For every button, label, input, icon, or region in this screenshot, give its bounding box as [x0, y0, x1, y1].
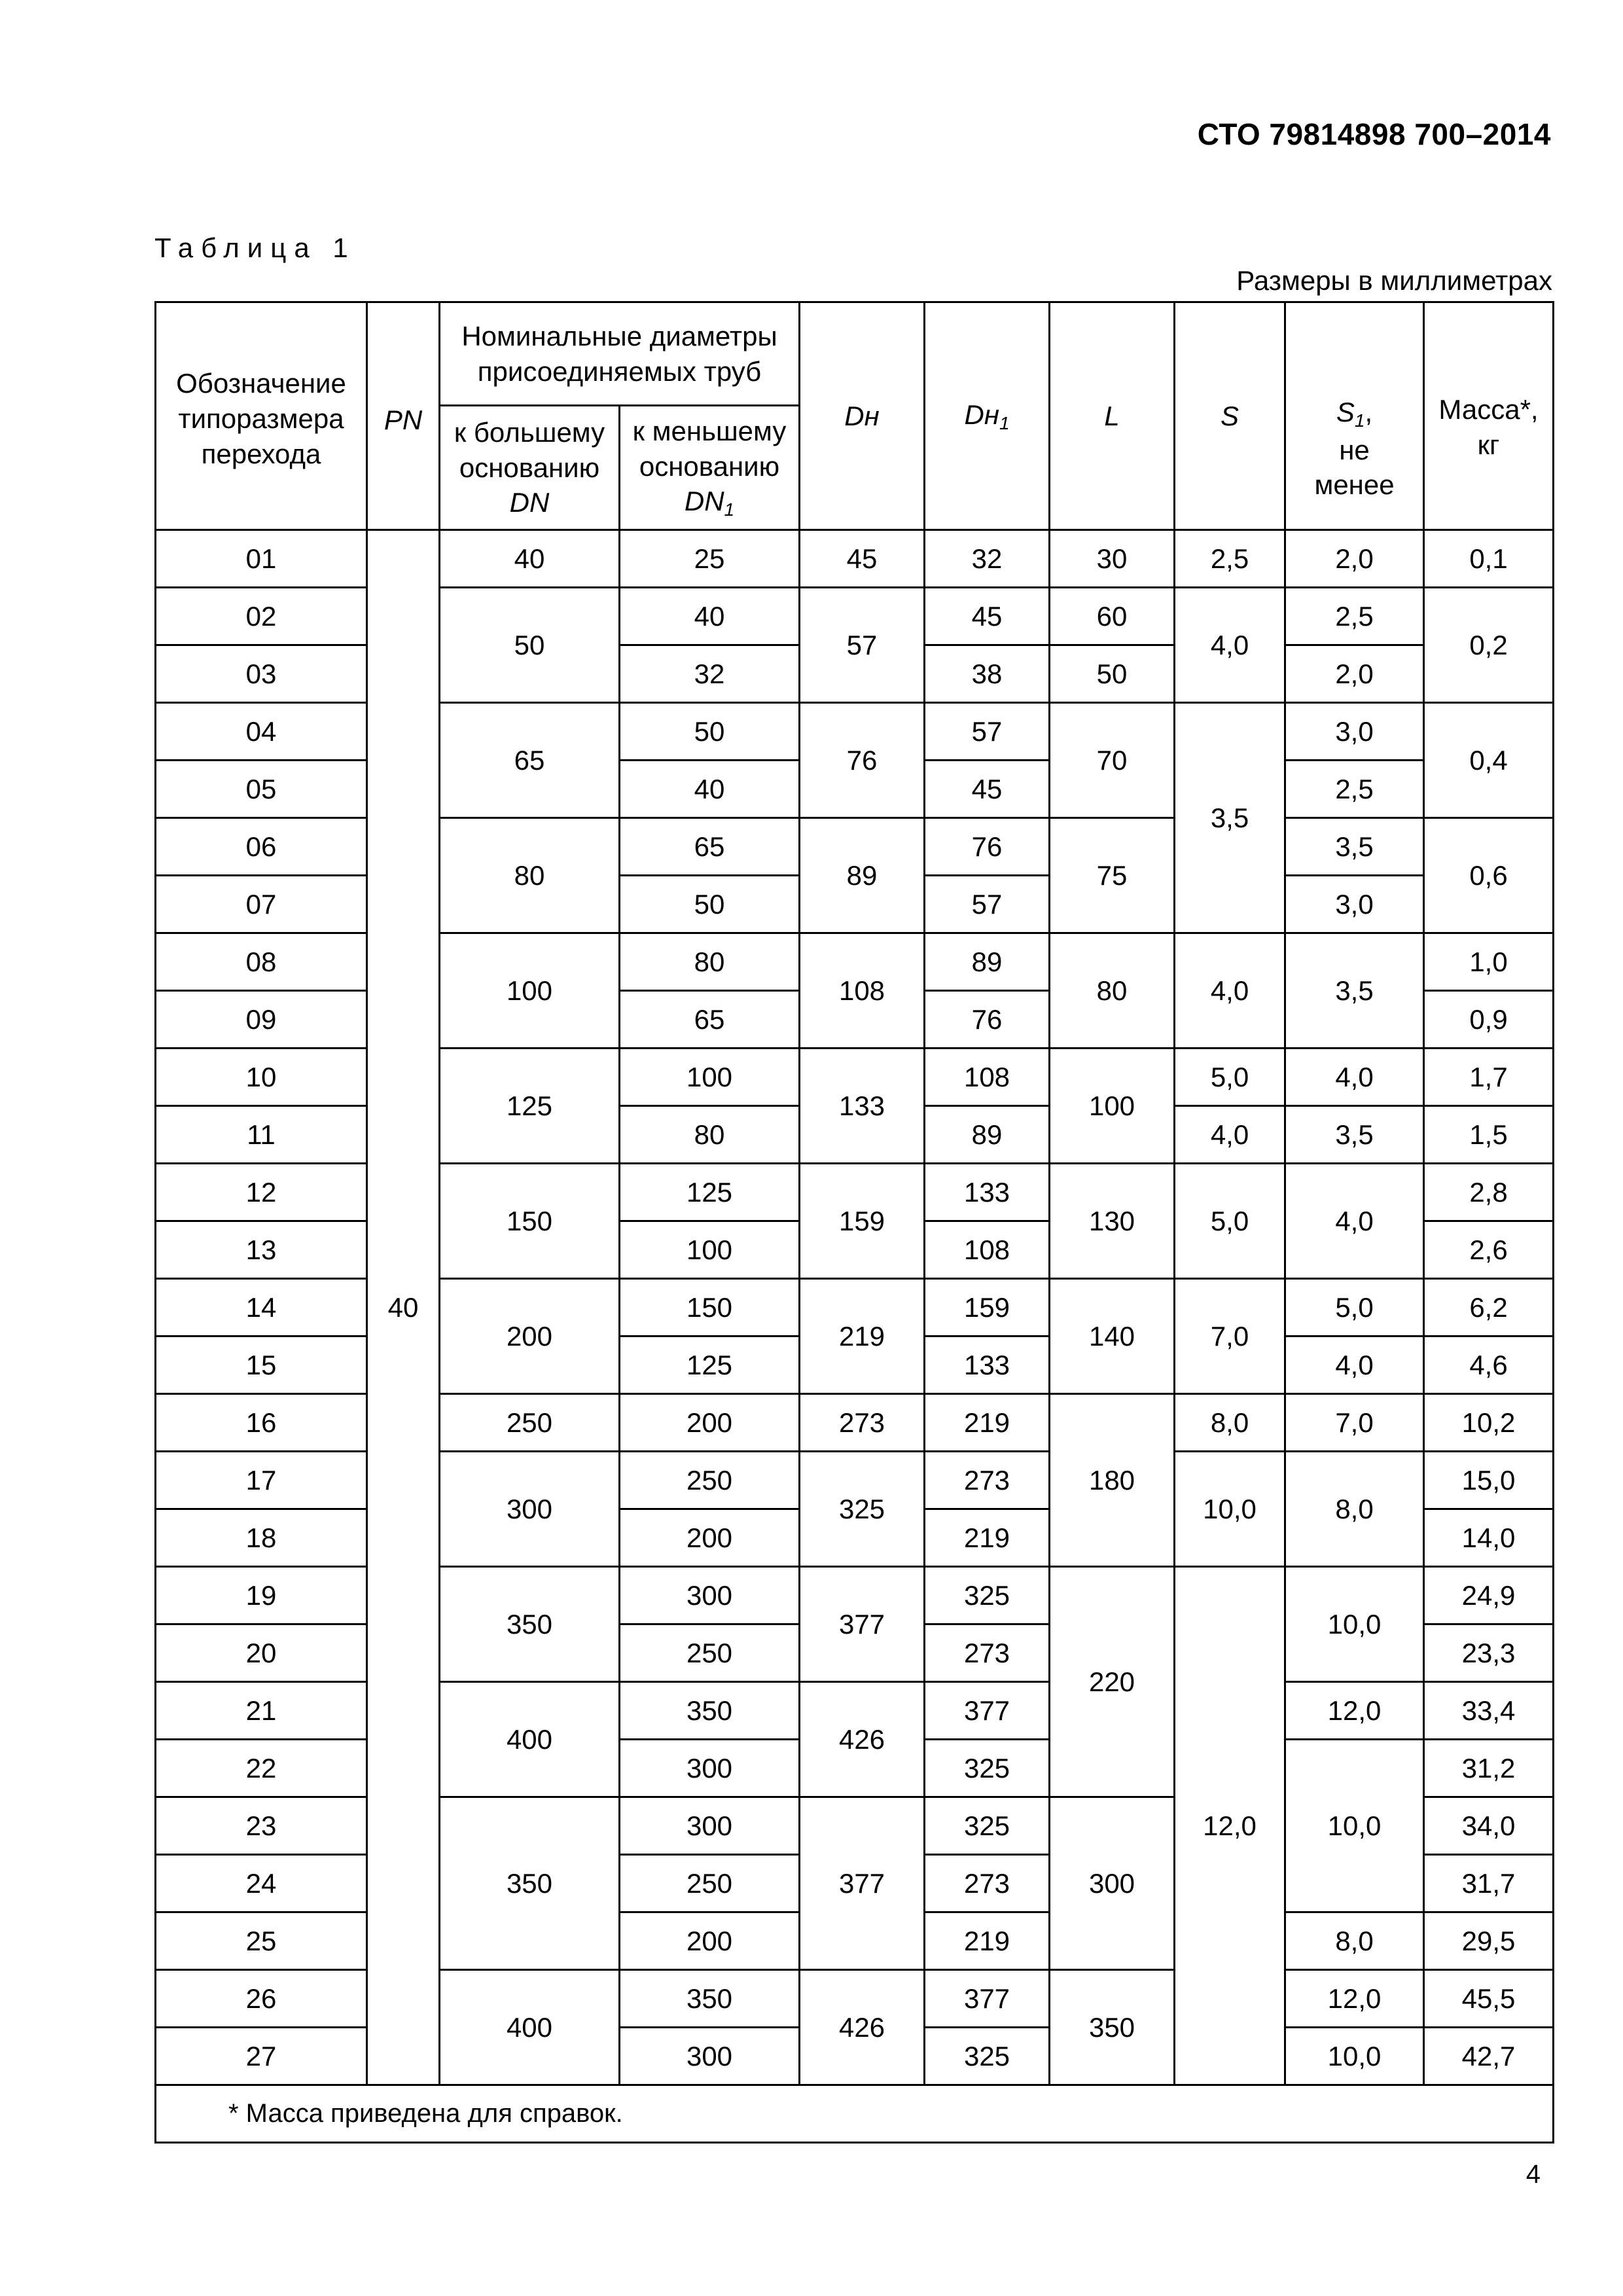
cell-mass: 45,5 [1424, 1970, 1554, 2028]
cell-dh: 159 [800, 1164, 925, 1279]
cell-dn-small: 300 [620, 1567, 800, 1624]
cell-dh1: 325 [925, 1797, 1050, 1855]
cell-dh1: 76 [925, 991, 1050, 1049]
cell-mass: 31,7 [1424, 1855, 1554, 1912]
cell-dh: 426 [800, 1682, 925, 1797]
table-row [156, 1567, 1554, 1624]
cell-dh: 325 [800, 1452, 925, 1567]
cell-s1: 3,5 [1285, 933, 1424, 1049]
header-mass [1424, 302, 1554, 530]
cell-s1: 3,5 [1285, 818, 1424, 876]
cell-s1: 12,0 [1285, 1970, 1424, 2028]
cell-s1: 2,5 [1285, 588, 1424, 645]
cell-dn-small: 250 [620, 1624, 800, 1682]
cell-s1: 2,0 [1285, 645, 1424, 703]
header-dh1-sub: 1 [999, 412, 1010, 433]
cell-s1: 7,0 [1285, 1394, 1424, 1452]
cell-mass: 42,7 [1424, 2028, 1554, 2085]
header-dh1 [925, 302, 1050, 530]
cell-dh1: 325 [925, 1740, 1050, 1797]
cell-designation: 04 [156, 703, 367, 761]
header-to-larger-line-2: основанию [459, 452, 600, 483]
header-to-smaller-symbol [623, 484, 796, 522]
cell-dh: 133 [800, 1049, 925, 1164]
cell-dn-large: 400 [440, 1682, 620, 1797]
cell-designation: 27 [156, 2028, 367, 2085]
cell-mass: 24,9 [1424, 1567, 1554, 1624]
cell-dh1: 108 [925, 1221, 1050, 1279]
cell-designation: 16 [156, 1394, 367, 1452]
cell-designation: 19 [156, 1567, 367, 1624]
cell-dh1: 273 [925, 1624, 1050, 1682]
cell-s1: 2,0 [1285, 530, 1424, 588]
cell-designation: 22 [156, 1740, 367, 1797]
cell-dh: 76 [800, 703, 925, 818]
footnote: * Масса приведена для справок. [156, 2085, 1554, 2143]
table-row [156, 1970, 1554, 2028]
cell-dn-small: 100 [620, 1221, 800, 1279]
cell-mass: 2,8 [1424, 1164, 1554, 1221]
cell-dh1: 89 [925, 933, 1050, 991]
header-s1-line-1 [1289, 395, 1420, 433]
cell-s1: 4,0 [1285, 1049, 1424, 1106]
cell-dh1: 32 [925, 530, 1050, 588]
cell-s: 12,0 [1175, 1567, 1285, 2085]
cell-dn-small: 350 [620, 1682, 800, 1740]
cell-designation: 21 [156, 1682, 367, 1740]
cell-dh1: 273 [925, 1452, 1050, 1509]
header-dh: Dн [800, 302, 925, 530]
header-s1-line-3: менее [1314, 469, 1395, 501]
table-row [156, 1394, 1554, 1452]
cell-pn: 40 [367, 530, 440, 2085]
cell-dn-small: 25 [620, 530, 800, 588]
cell-dh1: 45 [925, 761, 1050, 818]
header-to-smaller-line-2: основанию [639, 450, 780, 482]
header-mass-line-1: Масса*, [1438, 394, 1539, 425]
cell-dh1: 45 [925, 588, 1050, 645]
cell-dh: 57 [800, 588, 925, 703]
cell-dn-small: 80 [620, 1106, 800, 1164]
cell-dn-small: 50 [620, 703, 800, 761]
cell-s1: 3,0 [1285, 876, 1424, 933]
cell-dh1: 325 [925, 1567, 1050, 1624]
cell-mass: 0,2 [1424, 588, 1554, 703]
cell-designation: 15 [156, 1336, 367, 1394]
cell-dh1: 76 [925, 818, 1050, 876]
cell-dh1: 57 [925, 876, 1050, 933]
cell-dh: 273 [800, 1394, 925, 1452]
cell-dn-small: 300 [620, 2028, 800, 2085]
cell-designation: 05 [156, 761, 367, 818]
cell-mass: 34,0 [1424, 1797, 1554, 1855]
header-designation-line-3: перехода [201, 438, 321, 469]
table-row [156, 588, 1554, 645]
cell-mass: 0,4 [1424, 703, 1554, 818]
cell-dh: 426 [800, 1970, 925, 2085]
cell-dn-large: 50 [440, 588, 620, 703]
cell-dn-small: 250 [620, 1452, 800, 1509]
cell-s: 7,0 [1175, 1279, 1285, 1394]
cell-designation: 26 [156, 1970, 367, 2028]
cell-dn-large: 65 [440, 703, 620, 818]
cell-mass: 10,2 [1424, 1394, 1554, 1452]
table-row [156, 1452, 1554, 1509]
cell-length: 220 [1050, 1567, 1175, 1797]
cell-length: 80 [1050, 933, 1175, 1049]
header-to-smaller-symbol-text: DN [684, 486, 724, 517]
header-to-smaller [620, 406, 800, 530]
cell-dh1: 219 [925, 1912, 1050, 1970]
cell-designation: 14 [156, 1279, 367, 1336]
cell-dn-large: 200 [440, 1279, 620, 1394]
cell-mass: 31,2 [1424, 1740, 1554, 1797]
cell-dn-small: 125 [620, 1336, 800, 1394]
cell-mass: 2,6 [1424, 1221, 1554, 1279]
cell-designation: 20 [156, 1624, 367, 1682]
header-designation-line-1: Обозначение [176, 368, 346, 399]
cell-dh1: 133 [925, 1164, 1050, 1221]
header-s: S [1175, 302, 1285, 530]
cell-mass: 29,5 [1424, 1912, 1554, 1970]
cell-mass: 1,7 [1424, 1049, 1554, 1106]
table-row [156, 703, 1554, 761]
header-to-larger-line-1: к большему [454, 416, 605, 448]
cell-dh1: 219 [925, 1509, 1050, 1567]
header-pn: PN [367, 302, 440, 530]
cell-s1: 4,0 [1285, 1336, 1424, 1394]
cell-length: 30 [1050, 530, 1175, 588]
cell-dn-small: 300 [620, 1740, 800, 1797]
cell-length: 100 [1050, 1049, 1175, 1164]
cell-dh: 108 [800, 933, 925, 1049]
cell-dn-small: 80 [620, 933, 800, 991]
cell-designation: 17 [156, 1452, 367, 1509]
cell-length: 60 [1050, 588, 1175, 645]
cell-designation: 07 [156, 876, 367, 933]
cell-dn-small: 32 [620, 645, 800, 703]
header-s1 [1285, 302, 1424, 530]
cell-designation: 13 [156, 1221, 367, 1279]
cell-dh: 89 [800, 818, 925, 933]
cell-dh1: 38 [925, 645, 1050, 703]
header-nominal-line-2: присоединяемых труб [477, 355, 762, 387]
cell-dh1: 273 [925, 1855, 1050, 1912]
cell-designation: 09 [156, 991, 367, 1049]
header-designation-line-2: типоразмера [178, 403, 344, 434]
cell-dh1: 377 [925, 1682, 1050, 1740]
cell-designation: 24 [156, 1855, 367, 1912]
cell-s: 10,0 [1175, 1452, 1285, 1567]
cell-dn-small: 200 [620, 1394, 800, 1452]
cell-dn-large: 125 [440, 1049, 620, 1164]
cell-length: 50 [1050, 645, 1175, 703]
cell-length: 70 [1050, 703, 1175, 818]
footnote-row [156, 2085, 1554, 2143]
cell-mass: 0,1 [1424, 530, 1554, 588]
cell-dn-large: 250 [440, 1394, 620, 1452]
cell-dn-large: 350 [440, 1797, 620, 1970]
dimensions-table-container [154, 301, 1552, 2126]
cell-designation: 23 [156, 1797, 367, 1855]
cell-s: 3,5 [1175, 703, 1285, 933]
cell-s1: 4,0 [1285, 1164, 1424, 1279]
cell-mass: 1,0 [1424, 933, 1554, 991]
cell-dn-large: 350 [440, 1567, 620, 1682]
cell-designation: 10 [156, 1049, 367, 1106]
cell-dh1: 108 [925, 1049, 1050, 1106]
cell-dn-small: 150 [620, 1279, 800, 1336]
header-nominal-diameters [440, 302, 800, 406]
cell-length: 75 [1050, 818, 1175, 933]
cell-designation: 08 [156, 933, 367, 991]
cell-designation: 12 [156, 1164, 367, 1221]
table-row [156, 1164, 1554, 1221]
cell-dn-small: 65 [620, 991, 800, 1049]
cell-length: 300 [1050, 1797, 1175, 1970]
cell-dh1: 219 [925, 1394, 1050, 1452]
cell-s1: 3,5 [1285, 1106, 1424, 1164]
cell-designation: 25 [156, 1912, 367, 1970]
cell-dh1: 159 [925, 1279, 1050, 1336]
document-code: СТО 79814898 700–2014 [1197, 117, 1551, 151]
cell-dn-small: 300 [620, 1797, 800, 1855]
cell-s1: 10,0 [1285, 1567, 1424, 1682]
cell-dh1: 325 [925, 2028, 1050, 2085]
page-number: 4 [1525, 2160, 1541, 2189]
header-to-smaller-sub: 1 [724, 499, 735, 520]
cell-s1: 10,0 [1285, 2028, 1424, 2085]
cell-dn-small: 350 [620, 1970, 800, 2028]
cell-dn-small: 200 [620, 1912, 800, 1970]
cell-dn-large: 100 [440, 933, 620, 1049]
cell-s: 4,0 [1175, 588, 1285, 703]
header-s1-symbol: S [1336, 396, 1355, 427]
cell-dh1: 57 [925, 703, 1050, 761]
cell-s: 4,0 [1175, 1106, 1285, 1164]
cell-dn-large: 40 [440, 530, 620, 588]
cell-mass: 0,9 [1424, 991, 1554, 1049]
cell-dh: 377 [800, 1567, 925, 1682]
cell-dn-small: 100 [620, 1049, 800, 1106]
cell-s1: 12,0 [1285, 1682, 1424, 1740]
cell-dh: 219 [800, 1279, 925, 1394]
cell-length: 140 [1050, 1279, 1175, 1394]
cell-dn-small: 200 [620, 1509, 800, 1567]
table-row [156, 818, 1554, 876]
cell-s: 5,0 [1175, 1049, 1285, 1106]
header-l: L [1050, 302, 1175, 530]
cell-dh1: 89 [925, 1106, 1050, 1164]
cell-s1: 8,0 [1285, 1912, 1424, 1970]
cell-s1: 10,0 [1285, 1740, 1424, 1912]
table-row [156, 1682, 1554, 1740]
cell-designation: 03 [156, 645, 367, 703]
cell-s1: 3,0 [1285, 703, 1424, 761]
cell-dn-large: 300 [440, 1452, 620, 1567]
cell-s: 2,5 [1175, 530, 1285, 588]
header-designation [156, 302, 367, 530]
cell-dn-large: 80 [440, 818, 620, 933]
cell-dh: 45 [800, 530, 925, 588]
cell-dn-large: 150 [440, 1164, 620, 1279]
cell-designation: 18 [156, 1509, 367, 1567]
cell-length: 180 [1050, 1394, 1175, 1567]
cell-designation: 11 [156, 1106, 367, 1164]
cell-dn-small: 50 [620, 876, 800, 933]
table-row [156, 530, 1554, 588]
cell-dn-small: 40 [620, 588, 800, 645]
cell-s: 8,0 [1175, 1394, 1285, 1452]
cell-designation: 06 [156, 818, 367, 876]
cell-s1: 2,5 [1285, 761, 1424, 818]
units-note: Размеры в миллиметрах [1236, 265, 1552, 296]
cell-s1: 8,0 [1285, 1452, 1424, 1567]
cell-mass: 6,2 [1424, 1279, 1554, 1336]
cell-mass: 4,6 [1424, 1336, 1554, 1394]
cell-designation: 02 [156, 588, 367, 645]
cell-length: 130 [1050, 1164, 1175, 1279]
cell-dh1: 377 [925, 1970, 1050, 2028]
cell-dh1: 133 [925, 1336, 1050, 1394]
header-row-1 [156, 302, 1554, 406]
cell-s: 4,0 [1175, 933, 1285, 1049]
cell-dn-small: 125 [620, 1164, 800, 1221]
header-s1-comma: , [1364, 396, 1373, 427]
cell-mass: 0,6 [1424, 818, 1554, 933]
table-row [156, 1049, 1554, 1106]
header-s1-line-2: не [1339, 434, 1370, 465]
cell-dh: 377 [800, 1797, 925, 1970]
table-row [156, 933, 1554, 991]
cell-mass: 1,5 [1424, 1106, 1554, 1164]
cell-dn-small: 65 [620, 818, 800, 876]
cell-mass: 15,0 [1424, 1452, 1554, 1509]
header-s1-sub: 1 [1354, 410, 1365, 431]
table-caption: Таблица 1 [154, 232, 356, 263]
dimensions-table [154, 301, 1554, 2144]
cell-dn-large: 400 [440, 1970, 620, 2085]
cell-s: 5,0 [1175, 1164, 1285, 1279]
cell-s1: 5,0 [1285, 1279, 1424, 1336]
header-nominal-line-1: Номинальные диаметры [461, 320, 777, 351]
header-to-larger-symbol: DN [509, 487, 550, 518]
cell-dn-small: 250 [620, 1855, 800, 1912]
header-to-smaller-line-1: к меньшему [632, 415, 787, 446]
header-mass-line-2: кг [1477, 429, 1500, 460]
cell-length: 350 [1050, 1970, 1175, 2085]
header-dh1-symbol: Dн [964, 399, 999, 430]
header-to-larger [440, 406, 620, 530]
cell-mass: 23,3 [1424, 1624, 1554, 1682]
table-row [156, 1279, 1554, 1336]
cell-mass: 33,4 [1424, 1682, 1554, 1740]
cell-dn-small: 40 [620, 761, 800, 818]
cell-mass: 14,0 [1424, 1509, 1554, 1567]
cell-designation: 01 [156, 530, 367, 588]
